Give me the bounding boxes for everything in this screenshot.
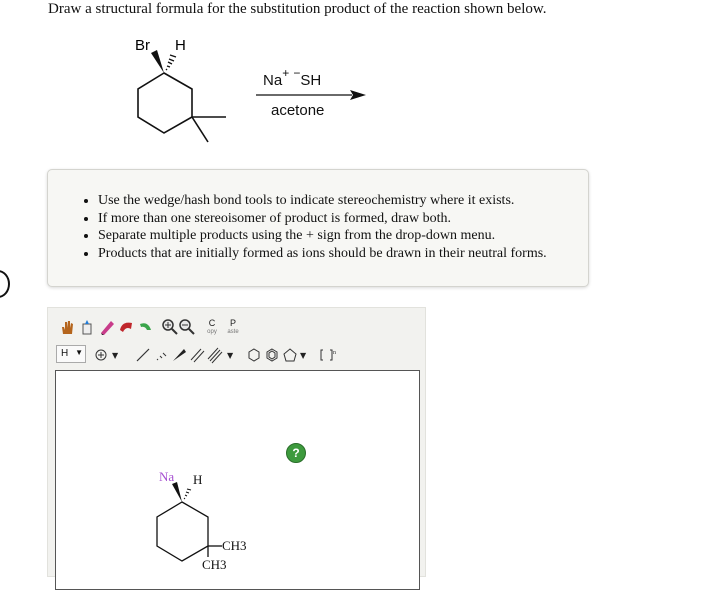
canvas-atom-na[interactable]: Na (159, 469, 175, 484)
cation: Na (263, 72, 283, 89)
element-label: H (61, 348, 69, 359)
paste-button[interactable] (225, 319, 241, 337)
question-text: Draw a structural formula for the substitution product of the reaction shown below. (48, 1, 547, 17)
reactant-molecule (135, 37, 226, 142)
hash-bond-h (166, 55, 176, 70)
canvas-hash-bond (184, 489, 191, 499)
help-button[interactable]: ? (286, 443, 306, 463)
structure-editor (47, 307, 426, 577)
eraser-tool-icon[interactable] (98, 318, 116, 336)
instructions-list (48, 170, 588, 262)
partial-circle-decoration (0, 270, 10, 298)
instruction-item: • Separate multiple products using the + sign from the drop-down menu. (98, 227, 588, 245)
chevron-down-icon[interactable]: ▼ (300, 351, 307, 360)
atom-br: Br (135, 37, 150, 54)
chevron-down-icon[interactable]: ▼ (112, 351, 119, 360)
cyclopentane-template-icon[interactable] (281, 346, 299, 364)
bracket-tool-icon[interactable] (318, 346, 336, 364)
copy-label-bottom: opy (207, 329, 217, 335)
canvas-atom-h[interactable]: H (193, 472, 203, 487)
anion: SH (300, 72, 322, 89)
wedge-bond-icon[interactable] (170, 346, 188, 364)
drawing-canvas[interactable] (55, 370, 420, 590)
redo-icon[interactable] (136, 318, 154, 336)
copy-button[interactable] (204, 319, 220, 337)
methyl-bond-2 (192, 117, 208, 142)
instruction-item: • Use the wedge/hash bond tools to indicate stereochemistry where it exists. (98, 192, 588, 210)
canvas-ch3-right[interactable]: CH3 (222, 538, 247, 553)
solvent-label: acetone (271, 102, 325, 119)
paste-label-bottom: aste (227, 329, 239, 335)
charge-plus-icon[interactable] (93, 346, 111, 364)
lasso-tool-icon[interactable] (78, 318, 96, 336)
chevron-down-icon: ▼ (75, 348, 83, 357)
svg-text:n: n (333, 350, 336, 356)
anion-charge: − (293, 66, 301, 80)
reaction-scheme (0, 0, 704, 160)
reaction-arrow (256, 90, 366, 100)
element-dropdown[interactable] (56, 345, 86, 363)
instructions-panel (47, 169, 589, 287)
single-bond-icon[interactable] (134, 346, 152, 364)
chevron-down-icon[interactable]: ▼ (227, 351, 234, 360)
instruction-item: • If more than one stereoisomer of product is formed, draw both. (98, 210, 588, 228)
undo-icon[interactable] (118, 318, 136, 336)
canvas-wedge-bond (172, 482, 182, 502)
reagent-label (263, 68, 321, 89)
canvas-molecule (56, 371, 421, 591)
copy-label-top: C (208, 318, 216, 328)
canvas-ch3-bottom[interactable]: CH3 (202, 557, 227, 572)
wedge-bond-br (151, 50, 164, 73)
benzene-template-icon[interactable] (263, 346, 281, 364)
hash-bond-icon[interactable] (152, 346, 170, 364)
paste-label-top: P (229, 318, 236, 328)
hand-tool-icon[interactable] (58, 318, 76, 336)
cyclohexane-ring (138, 73, 192, 133)
zoom-out-icon[interactable] (178, 318, 196, 336)
cation-charge: + (282, 66, 290, 80)
instruction-item: • Products that are initially formed as ions should be drawn in their neutral forms. (98, 245, 588, 263)
zoom-in-icon[interactable] (161, 318, 179, 336)
double-bond-icon[interactable] (188, 346, 206, 364)
triple-bond-icon[interactable] (206, 346, 224, 364)
atom-h: H (175, 37, 186, 54)
cyclohexane-template-icon[interactable] (245, 346, 263, 364)
canvas-ring (157, 502, 208, 561)
